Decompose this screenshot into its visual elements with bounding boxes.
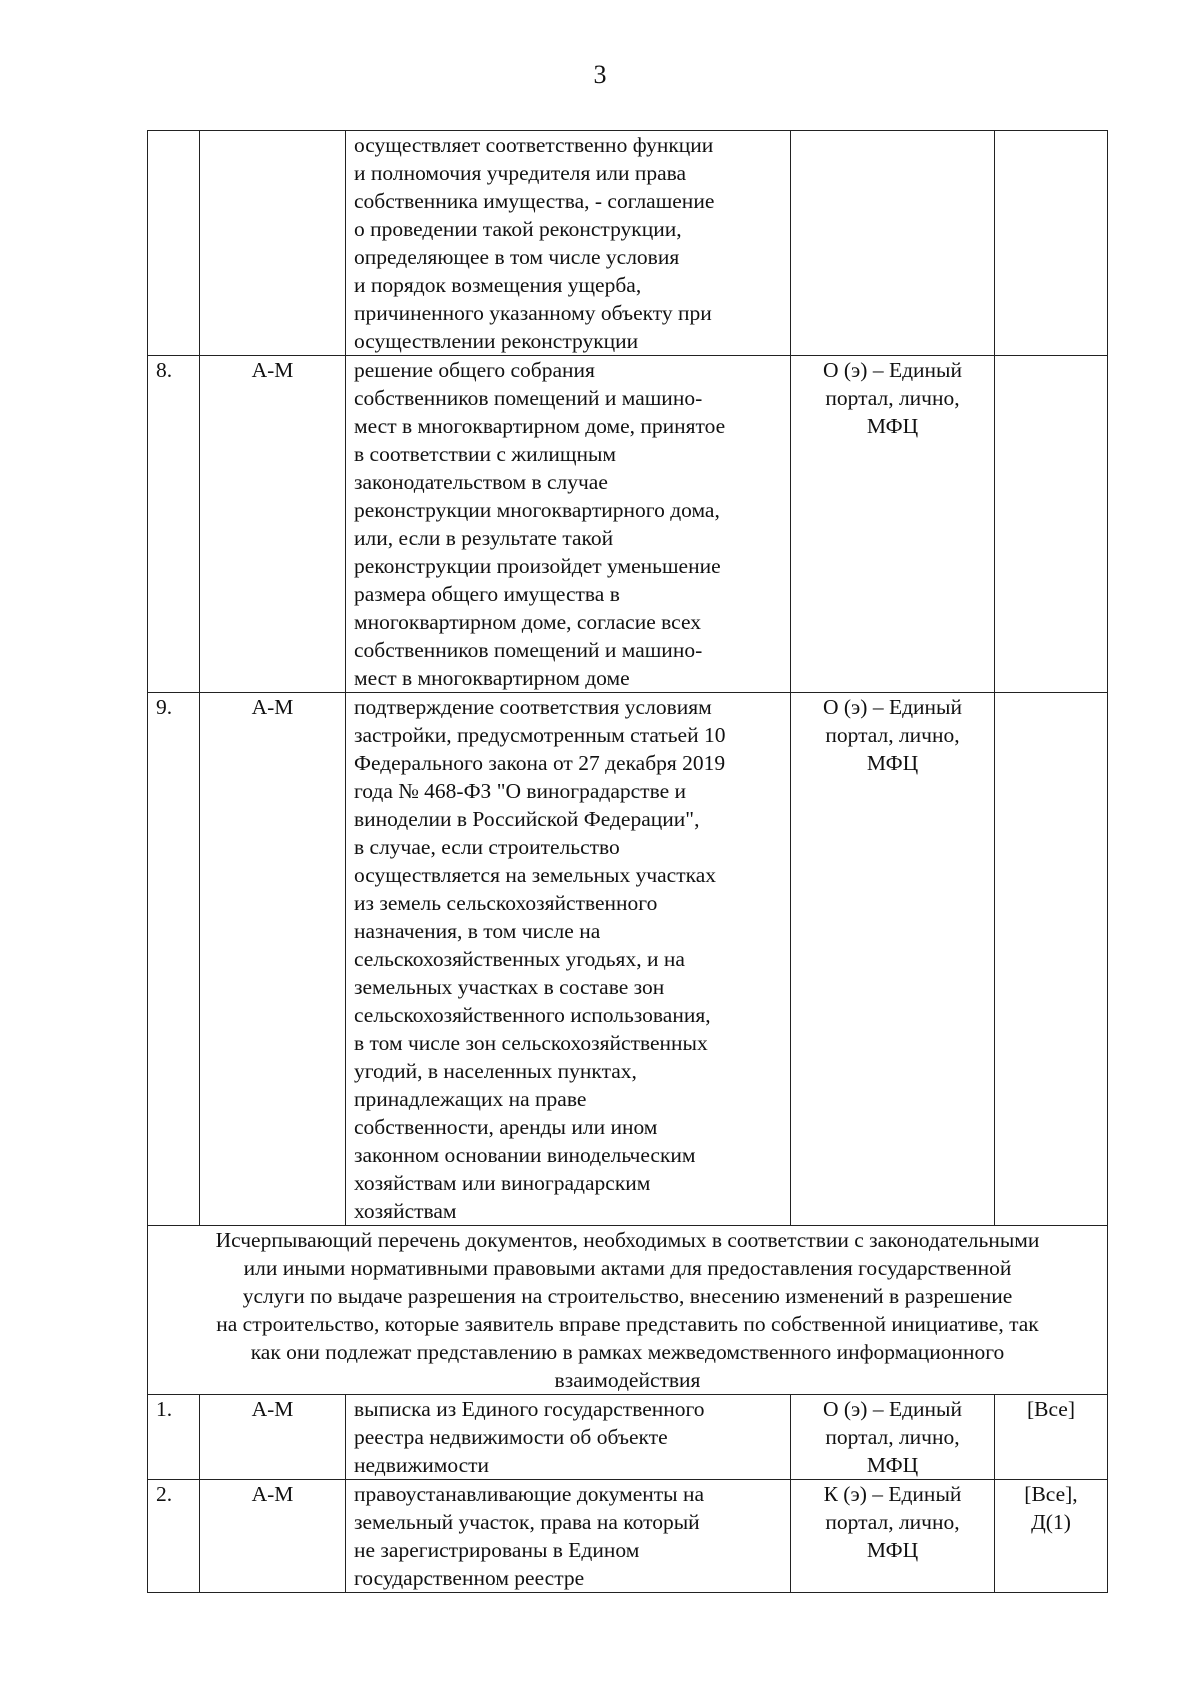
description-line: мест в многоквартирном доме: [354, 666, 630, 690]
description-line: угодий, в населенных пунктах,: [354, 1059, 637, 1083]
applicant-code: А-М: [251, 695, 294, 719]
section-heading-line: взаимодействия: [554, 1368, 701, 1392]
section-heading-row: [148, 1226, 1108, 1395]
description-line: государственном реестре: [354, 1566, 585, 1590]
page-number: 3: [593, 60, 607, 89]
row-number-cell: [148, 693, 200, 1226]
description-line: и порядок возмещения ущерба,: [354, 273, 642, 297]
note-line: Д(1): [1031, 1510, 1071, 1534]
document-description-cell: [346, 356, 791, 693]
applicant-code: А-М: [251, 1482, 294, 1506]
description-line: законном основании винодельческим: [354, 1143, 696, 1167]
document-description-cell: [346, 131, 791, 356]
submission-method-line: О (э) – Единый: [823, 358, 962, 382]
submission-method-cell: [791, 693, 995, 1226]
submission-method-line: К (э) – Единый: [823, 1482, 962, 1506]
section-heading-line: как они подлежат представлению в рамках межведомственного информационного: [250, 1340, 1005, 1364]
note-cell: [995, 693, 1108, 1226]
description-line: многоквартирном доме, согласие всех: [354, 610, 701, 634]
row-number-cell: [148, 1480, 200, 1593]
description-line: законодательством в случае: [354, 470, 608, 494]
table-row: [148, 1480, 1108, 1593]
description-line: мест в многоквартирном доме, принятое: [354, 414, 726, 438]
description-line: не зарегистрированы в Едином: [354, 1538, 640, 1562]
description-line: осуществлении реконструкции: [354, 329, 639, 353]
table-row: [148, 1395, 1108, 1480]
description-line: собственности, аренды или ином: [354, 1115, 658, 1139]
document-description-cell: [346, 693, 791, 1226]
submission-method-line: МФЦ: [866, 1538, 919, 1562]
description-line: решение общего собрания: [354, 358, 595, 382]
submission-method-line: портал, лично,: [825, 1425, 960, 1449]
submission-method-cell: [791, 131, 995, 356]
description-line: реконструкции произойдет уменьшение: [354, 554, 721, 578]
submission-method-line: портал, лично,: [825, 723, 960, 747]
section-heading-line: услуги по выдаче разрешения на строительство, внесению изменений в разрешение: [242, 1284, 1013, 1308]
documents-table-body: [148, 131, 1108, 1593]
applicant-code-cell: [200, 693, 346, 1226]
submission-method-line: О (э) – Единый: [823, 695, 962, 719]
description-line: года № 468-ФЗ "О виноградарстве и: [354, 779, 687, 803]
description-line: из земель сельскохозяйственного: [354, 891, 658, 915]
description-line: осуществляет соответственно функции: [354, 133, 714, 157]
applicant-code-cell: [200, 356, 346, 693]
submission-method-cell: [791, 1395, 995, 1480]
description-line: виноделии в Российской Федерации",: [354, 807, 700, 831]
note-line: [Все]: [1026, 1397, 1075, 1421]
submission-method-line: МФЦ: [866, 1453, 919, 1477]
document-description-cell: [346, 1395, 791, 1480]
row-number: 9.: [156, 695, 173, 719]
description-line: реестра недвижимости об объекте: [354, 1425, 668, 1449]
row-number-cell: [148, 1395, 200, 1480]
submission-method-cell: [791, 356, 995, 693]
submission-method-line: О (э) – Единый: [823, 1397, 962, 1421]
description-line: или, если в результате такой: [354, 526, 614, 550]
note-cell: [995, 356, 1108, 693]
row-number-cell: [148, 131, 200, 356]
submission-method-line: портал, лично,: [825, 386, 960, 410]
document-description-cell: [346, 1480, 791, 1593]
description-line: застройки, предусмотренным статьей 10: [354, 723, 726, 747]
row-number: 1.: [156, 1397, 173, 1421]
applicant-code-cell: [200, 131, 346, 356]
description-line: правоустанавливающие документы на: [354, 1482, 705, 1506]
table-row: [148, 131, 1108, 356]
description-line: собственников помещений и машино-: [354, 386, 703, 410]
description-line: Федерального закона от 27 декабря 2019: [354, 751, 726, 775]
description-line: хозяйствам или виноградарским: [354, 1171, 651, 1195]
description-line: недвижимости: [354, 1453, 490, 1477]
description-line: осуществляется на земельных участках: [354, 863, 717, 887]
submission-method-line: МФЦ: [866, 751, 919, 775]
applicant-code: А-М: [251, 1397, 294, 1421]
description-line: назначения, в том числе на: [354, 919, 601, 943]
row-number: 8.: [156, 358, 173, 382]
description-line: размера общего имущества в: [354, 582, 620, 606]
section-heading-line: на строительство, которые заявитель вправе представить по собственной инициативе, так: [216, 1312, 1039, 1336]
description-line: определяющее в том числе условия: [354, 245, 680, 269]
note-cell: [995, 1480, 1108, 1593]
description-line: принадлежащих на праве: [354, 1087, 587, 1111]
description-line: собственников помещений и машино-: [354, 638, 703, 662]
submission-method-line: портал, лично,: [825, 1510, 960, 1534]
description-line: в случае, если строительство: [354, 835, 620, 859]
description-line: выписка из Единого государственного: [354, 1397, 705, 1421]
description-line: сельскохозяйственных угодьях, и на: [354, 947, 685, 971]
description-line: сельскохозяйственного использования,: [354, 1003, 711, 1027]
description-line: реконструкции многоквартирного дома,: [354, 498, 720, 522]
table-row: [148, 356, 1108, 693]
description-line: земельных участках в составе зон: [354, 975, 665, 999]
description-line: в соответствии с жилищным: [354, 442, 617, 466]
applicant-code: А-М: [251, 358, 294, 382]
section-heading-line: Исчерпывающий перечень документов, необходимых в соответствии с законодательными: [215, 1228, 1040, 1252]
description-line: и полномочия учредителя или права: [354, 161, 687, 185]
description-line: о проведении такой реконструкции,: [354, 217, 682, 241]
description-line: подтверждение соответствия условиям: [354, 695, 712, 719]
description-line: в том числе зон сельскохозяйственных: [354, 1031, 708, 1055]
documents-table: [147, 130, 1108, 1593]
table-row: [148, 693, 1108, 1226]
submission-method-line: МФЦ: [866, 414, 919, 438]
note-cell: [995, 131, 1108, 356]
section-heading-line: или иными нормативными правовыми актами для предоставления государственной: [243, 1256, 1012, 1280]
submission-method-cell: [791, 1480, 995, 1593]
description-line: земельный участок, права на который: [354, 1510, 700, 1534]
section-heading: [148, 1226, 1108, 1395]
row-number-cell: [148, 356, 200, 693]
applicant-code-cell: [200, 1480, 346, 1593]
row-number: 2.: [156, 1482, 173, 1506]
note-line: [Все],: [1024, 1482, 1078, 1506]
note-cell: [995, 1395, 1108, 1480]
description-line: причиненного указанному объекту при: [354, 301, 712, 325]
description-line: хозяйствам: [354, 1199, 457, 1223]
applicant-code-cell: [200, 1395, 346, 1480]
description-line: собственника имущества, - соглашение: [354, 189, 715, 213]
